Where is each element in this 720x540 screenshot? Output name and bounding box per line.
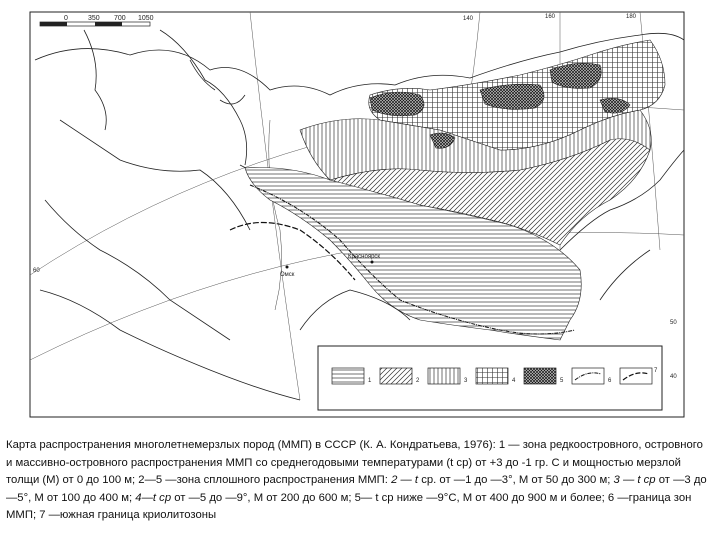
- scale-label: 350: [88, 15, 100, 22]
- legend-number: 1: [368, 378, 372, 384]
- scale-label: 0: [64, 15, 68, 22]
- scale-label: 1050: [138, 15, 154, 22]
- legend-number: 2: [416, 378, 420, 384]
- latitude-label: 50: [670, 320, 677, 326]
- city-label: Красноярск: [348, 254, 381, 260]
- caption-zone-3-lead: 3 — t ср: [610, 474, 656, 486]
- latitude-label: 40: [670, 374, 677, 380]
- caption-zone-4-text: от —5 до —9°, М от 200 до 600 м; 5— t ср ниже —9°С, М от 400 до 900 м и более; 6 —граница зон ММП; 7 —южная граница криолитозоны: [6, 491, 692, 521]
- scale-bar: [40, 22, 150, 26]
- latitude-label: 60: [33, 268, 40, 274]
- legend-number: 4: [512, 378, 516, 384]
- caption-zone-2-text: ср. от —1 до —3°, М от 50 до 300 м;: [418, 474, 611, 486]
- map-legend: [318, 346, 662, 410]
- city-label: Омск: [280, 272, 295, 278]
- legend-number: 3: [464, 378, 468, 384]
- legend-number: 7: [654, 368, 658, 374]
- caption-zone-4-lead: 4—t ср: [132, 491, 172, 504]
- city-marker: [371, 261, 374, 264]
- longitude-label: 140: [463, 16, 474, 22]
- longitude-label: 160: [545, 14, 556, 20]
- scale-label: 700: [114, 15, 126, 22]
- caption-zone-3-text: от —3 до —5°, М от 100 до 400 м;: [6, 474, 707, 504]
- legend-number: 6: [608, 378, 612, 384]
- caption-intro: Карта распространения многолетнемерзлых пород (ММП) в СССР (К. А. Кондратьева, 1976): 1 — зона редкоостровного, островного и массивно-островного распространения ММП со среднегодовыми температурами (t ср) от +3 до -1 гр. С и мощностью мерзлой толщи (М) от 0 до 100 м; 2—5 —зона сплошного распространения ММП:: [6, 439, 703, 486]
- legend-number: 5: [560, 378, 564, 384]
- map-caption: [6, 437, 712, 525]
- longitude-label: 180: [626, 14, 637, 20]
- city-marker: [286, 266, 289, 269]
- caption-zone-2-lead: 2 — t: [391, 474, 419, 486]
